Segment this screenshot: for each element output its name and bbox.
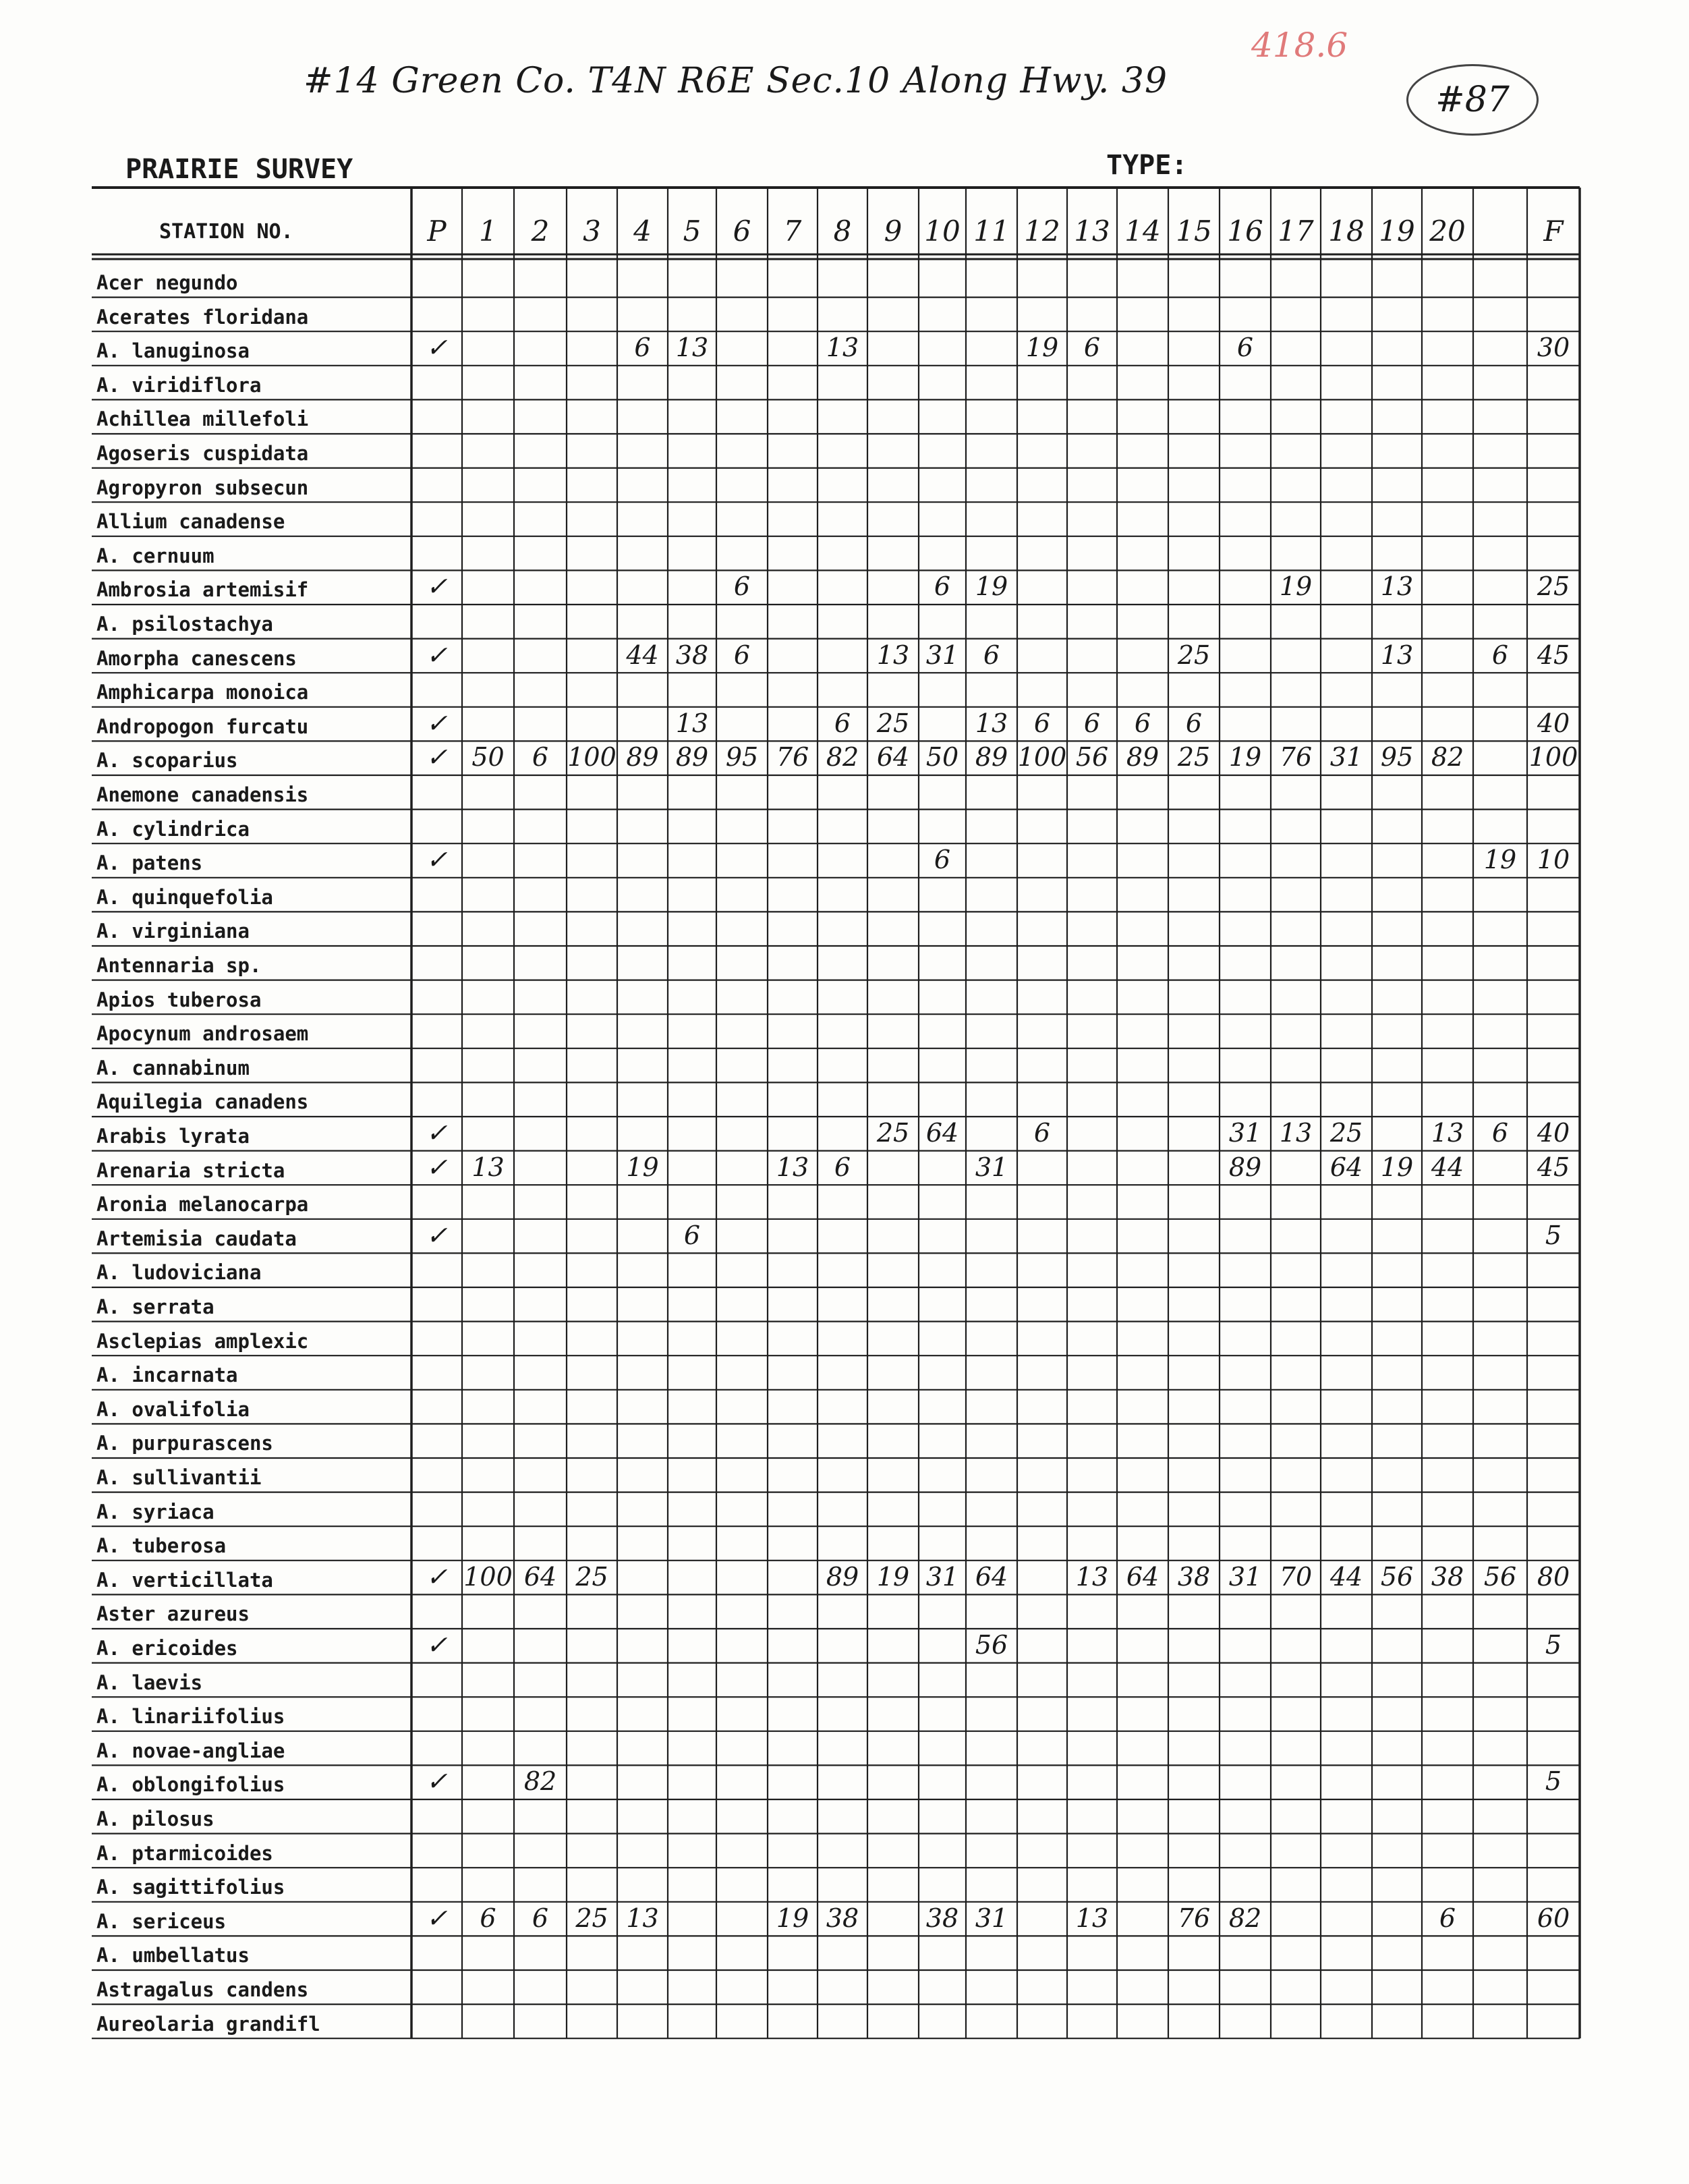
species-name: Asclepias amplexic — [96, 1329, 309, 1353]
species-name: Aureolaria grandifl — [96, 2012, 320, 2036]
station-number-label: STATION NO. — [159, 220, 293, 244]
column-header: 15 — [1176, 215, 1212, 248]
station-value: 100 — [1017, 742, 1067, 773]
station-value: 44 — [1431, 1152, 1464, 1182]
species-name: A. verticillata — [96, 1568, 273, 1592]
species-name: A. oblongifolius — [96, 1773, 285, 1797]
station-value: 38 — [925, 1903, 959, 1933]
station-value: 13 — [471, 1152, 505, 1182]
station-value: 89 — [1228, 1152, 1262, 1182]
station-value: 6 — [1083, 333, 1101, 363]
column-header: F — [1543, 215, 1564, 248]
species-name: A. scoparius — [96, 749, 238, 773]
type-label: TYPE: — [1106, 150, 1188, 181]
species-name: A. syriaca — [96, 1500, 214, 1523]
station-value: 50 — [471, 742, 505, 773]
species-name: A. virginiana — [96, 920, 250, 943]
station-value: 89 — [826, 1561, 859, 1592]
station-value: 6 — [532, 1903, 549, 1933]
station-value: 31 — [925, 1561, 959, 1592]
column-header: 18 — [1328, 215, 1365, 248]
presence-checkmark: ✓ — [426, 1561, 448, 1592]
station-value: 100 — [567, 742, 617, 773]
column-header: 12 — [1024, 215, 1060, 248]
frequency-value: 40 — [1537, 1118, 1570, 1148]
station-value: 13 — [675, 708, 709, 738]
station-value: 44 — [626, 640, 659, 670]
station-value: 13 — [876, 640, 910, 670]
station-value: 38 — [675, 640, 709, 670]
presence-checkmark: ✓ — [426, 1766, 448, 1797]
station-value: 13 — [1380, 640, 1414, 670]
column-header: 14 — [1124, 215, 1161, 248]
species-name: A. ovalifolia — [96, 1397, 250, 1421]
presence-checkmark: ✓ — [426, 1118, 448, 1148]
station-value: 13 — [1279, 1118, 1313, 1148]
station-value: 19 — [1228, 742, 1262, 773]
station-value: 6 — [1033, 708, 1051, 738]
species-name: A. linariifolius — [96, 1705, 285, 1729]
station-value: 25 — [876, 1118, 910, 1148]
column-header: 19 — [1379, 215, 1415, 248]
species-name: A. ptarmicoides — [96, 1841, 273, 1865]
presence-checkmark: ✓ — [426, 1152, 448, 1182]
station-value: 76 — [776, 742, 809, 773]
species-name: Amorpha canescens — [96, 646, 297, 670]
frequency-value: 10 — [1537, 845, 1570, 875]
station-value: 56 — [975, 1630, 1008, 1660]
station-value: 76 — [1177, 1903, 1211, 1933]
station-value: 82 — [1431, 742, 1464, 773]
frequency-value: 100 — [1528, 742, 1578, 773]
column-header: 6 — [733, 215, 751, 248]
species-name: Aquilegia canadens — [96, 1090, 309, 1114]
column-header: 3 — [583, 215, 601, 248]
station-value: 13 — [1075, 1561, 1109, 1592]
species-name: A. patens — [96, 851, 203, 875]
survey-location-header: #14 Green Co. T4N R6E Sec.10 Along Hwy. 39 — [304, 61, 1168, 101]
station-value: 6 — [480, 1903, 496, 1933]
station-value: 13 — [1380, 571, 1414, 602]
column-header: 7 — [783, 215, 802, 248]
station-value: 6 — [1083, 708, 1101, 738]
species-name: Arenaria stricta — [96, 1158, 285, 1182]
station-value: 82 — [523, 1766, 557, 1797]
station-value: 38 — [1431, 1561, 1464, 1592]
species-name: A. novae-angliae — [96, 1739, 285, 1762]
column-header: 1 — [479, 215, 497, 248]
station-value: 6 — [1439, 1903, 1456, 1933]
species-name: A. incarnata — [96, 1364, 238, 1387]
sheet-number-circled: #87 — [1406, 64, 1539, 136]
station-value: 25 — [575, 1903, 608, 1933]
station-value: 6 — [934, 571, 951, 602]
species-name: Allium canadense — [96, 510, 285, 534]
station-value: 13 — [776, 1152, 809, 1182]
station-value: 13 — [826, 333, 859, 363]
station-value: 64 — [925, 1118, 959, 1148]
station-value: 6 — [1491, 1118, 1509, 1148]
species-name: A. serrata — [96, 1295, 214, 1318]
station-value: 25 — [1177, 742, 1211, 773]
station-value: 19 — [975, 571, 1008, 602]
page-number: 418.6 — [1251, 26, 1348, 65]
station-value: 31 — [925, 640, 959, 670]
species-name: A. ericoides — [96, 1637, 238, 1660]
column-header: 10 — [924, 215, 961, 248]
species-name: A. sericeus — [96, 1909, 227, 1933]
species-name: A. pilosus — [96, 1808, 214, 1830]
station-value: 6 — [834, 1152, 851, 1182]
station-value: 25 — [1177, 640, 1211, 670]
station-value: 89 — [626, 742, 659, 773]
station-value: 13 — [975, 708, 1008, 738]
species-name: Apios tuberosa — [96, 988, 262, 1011]
station-value: 6 — [733, 640, 751, 670]
station-value: 19 — [1025, 333, 1059, 363]
column-header: 4 — [633, 215, 652, 248]
station-value: 6 — [634, 333, 651, 363]
station-value: 6 — [834, 708, 851, 738]
column-header: 9 — [884, 215, 903, 248]
station-value: 19 — [626, 1152, 659, 1182]
station-value: 6 — [733, 571, 751, 602]
frequency-value: 45 — [1537, 640, 1570, 670]
station-value: 56 — [1483, 1561, 1517, 1592]
station-value: 6 — [983, 640, 1000, 670]
species-name: A. tuberosa — [96, 1534, 227, 1558]
column-header: 2 — [531, 215, 550, 248]
species-name: Amphicarpa monoica — [96, 681, 309, 704]
species-name: Aronia melanocarpa — [96, 1193, 309, 1216]
frequency-value: 5 — [1545, 1630, 1562, 1660]
station-value: 6 — [1491, 640, 1509, 670]
frequency-value: 25 — [1537, 571, 1570, 602]
frequency-value: 30 — [1537, 333, 1570, 363]
station-value: 70 — [1279, 1561, 1313, 1592]
species-name: A. lanuginosa — [96, 339, 250, 363]
presence-checkmark: ✓ — [426, 742, 448, 773]
species-name: Acerates floridana — [96, 305, 309, 329]
species-name: A. ludoviciana — [96, 1261, 262, 1285]
species-name: A. umbellatus — [96, 1944, 250, 1967]
presence-checkmark: ✓ — [426, 571, 448, 602]
species-name: A. viridiflora — [96, 373, 262, 397]
species-name: A. laevis — [96, 1671, 203, 1694]
species-name: Artemisia caudata — [96, 1227, 297, 1250]
species-name: A. cernuum — [96, 544, 214, 567]
station-value: 25 — [1329, 1118, 1363, 1148]
station-value: 64 — [1126, 1561, 1160, 1592]
species-name: A. cylindrica — [96, 817, 250, 841]
column-header: P — [427, 215, 447, 248]
station-value: 82 — [1228, 1903, 1262, 1933]
station-value: 64 — [876, 742, 910, 773]
station-value: 64 — [975, 1561, 1008, 1592]
station-value: 89 — [1126, 742, 1160, 773]
station-value: 6 — [1033, 1118, 1051, 1148]
column-header: 8 — [833, 215, 852, 248]
station-value: 95 — [1380, 742, 1414, 773]
species-name: Astragalus candens — [96, 1978, 309, 2001]
station-value: 25 — [876, 708, 910, 738]
station-value: 64 — [1329, 1152, 1363, 1182]
species-name: A. psilostachya — [96, 613, 273, 636]
station-value: 13 — [675, 333, 709, 363]
station-value: 19 — [1380, 1152, 1414, 1182]
station-value: 38 — [1177, 1561, 1211, 1592]
station-value: 6 — [683, 1220, 701, 1250]
species-name: A. cannabinum — [96, 1056, 250, 1080]
species-name: Arabis lyrata — [96, 1125, 250, 1148]
frequency-value: 40 — [1537, 708, 1570, 738]
station-value: 6 — [1185, 708, 1203, 738]
species-name: Acer negundo — [96, 271, 238, 294]
station-value: 19 — [776, 1903, 809, 1933]
species-name: Agoseris cuspidata — [96, 442, 309, 465]
species-name: A. purpurascens — [96, 1432, 273, 1455]
station-value: 95 — [725, 742, 759, 773]
station-value: 56 — [1075, 742, 1109, 773]
presence-checkmark: ✓ — [426, 1903, 448, 1933]
frequency-value: 60 — [1537, 1903, 1570, 1933]
column-header: 13 — [1074, 215, 1110, 248]
species-name: Andropogon furcatu — [96, 715, 309, 738]
station-value: 6 — [1134, 708, 1151, 738]
station-value: 13 — [1075, 1903, 1109, 1933]
station-value: 64 — [523, 1561, 557, 1592]
station-value: 6 — [532, 742, 549, 773]
station-value: 100 — [463, 1561, 513, 1592]
species-name: Aster azureus — [96, 1602, 250, 1626]
station-value: 89 — [675, 742, 709, 773]
presence-checkmark: ✓ — [426, 333, 448, 363]
species-name: Apocynum androsaem — [96, 1022, 309, 1046]
species-name: A. sagittifolius — [96, 1876, 285, 1899]
station-value: 6 — [934, 845, 951, 875]
station-value: 19 — [1279, 571, 1313, 602]
station-value: 82 — [826, 742, 859, 773]
presence-checkmark: ✓ — [426, 1630, 448, 1660]
station-value: 38 — [826, 1903, 859, 1933]
station-value: 6 — [1236, 333, 1254, 363]
station-value: 19 — [1483, 845, 1517, 875]
station-value: 76 — [1279, 742, 1313, 773]
species-name: Agropyron subsecun — [96, 476, 309, 499]
frequency-value: 5 — [1545, 1220, 1562, 1250]
frequency-value: 5 — [1545, 1766, 1562, 1797]
column-header: 5 — [683, 215, 702, 248]
station-value: 19 — [876, 1561, 910, 1592]
species-name: Ambrosia artemisif — [96, 578, 309, 602]
presence-checkmark: ✓ — [426, 640, 448, 670]
station-value: 31 — [1228, 1561, 1262, 1592]
station-value: 56 — [1380, 1561, 1414, 1592]
station-value: 13 — [1431, 1118, 1464, 1148]
station-value: 31 — [975, 1903, 1008, 1933]
station-value: 13 — [626, 1903, 659, 1933]
presence-checkmark: ✓ — [426, 845, 448, 875]
station-value: 44 — [1329, 1561, 1363, 1592]
species-name: Antennaria sp. — [96, 954, 262, 977]
frequency-value: 80 — [1537, 1561, 1570, 1592]
species-name: Anemone canadensis — [96, 783, 309, 806]
species-name: A. sullivantii — [96, 1466, 262, 1489]
station-value: 25 — [575, 1561, 608, 1592]
column-header: 17 — [1278, 215, 1314, 248]
species-name: A. quinquefolia — [96, 885, 273, 909]
column-header: 16 — [1227, 215, 1263, 248]
station-value: 50 — [925, 742, 959, 773]
station-value: 89 — [975, 742, 1008, 773]
station-value: 31 — [1228, 1118, 1262, 1148]
form-title: PRAIRIE SURVEY — [125, 154, 353, 185]
station-value: 31 — [1329, 742, 1363, 773]
presence-checkmark: ✓ — [426, 708, 448, 738]
frequency-value: 45 — [1537, 1152, 1570, 1182]
presence-checkmark: ✓ — [426, 1220, 448, 1250]
station-value: 31 — [975, 1152, 1008, 1182]
species-name: Achillea millefoli — [96, 408, 309, 431]
column-header: 20 — [1429, 215, 1466, 248]
column-header: 11 — [973, 215, 1010, 248]
